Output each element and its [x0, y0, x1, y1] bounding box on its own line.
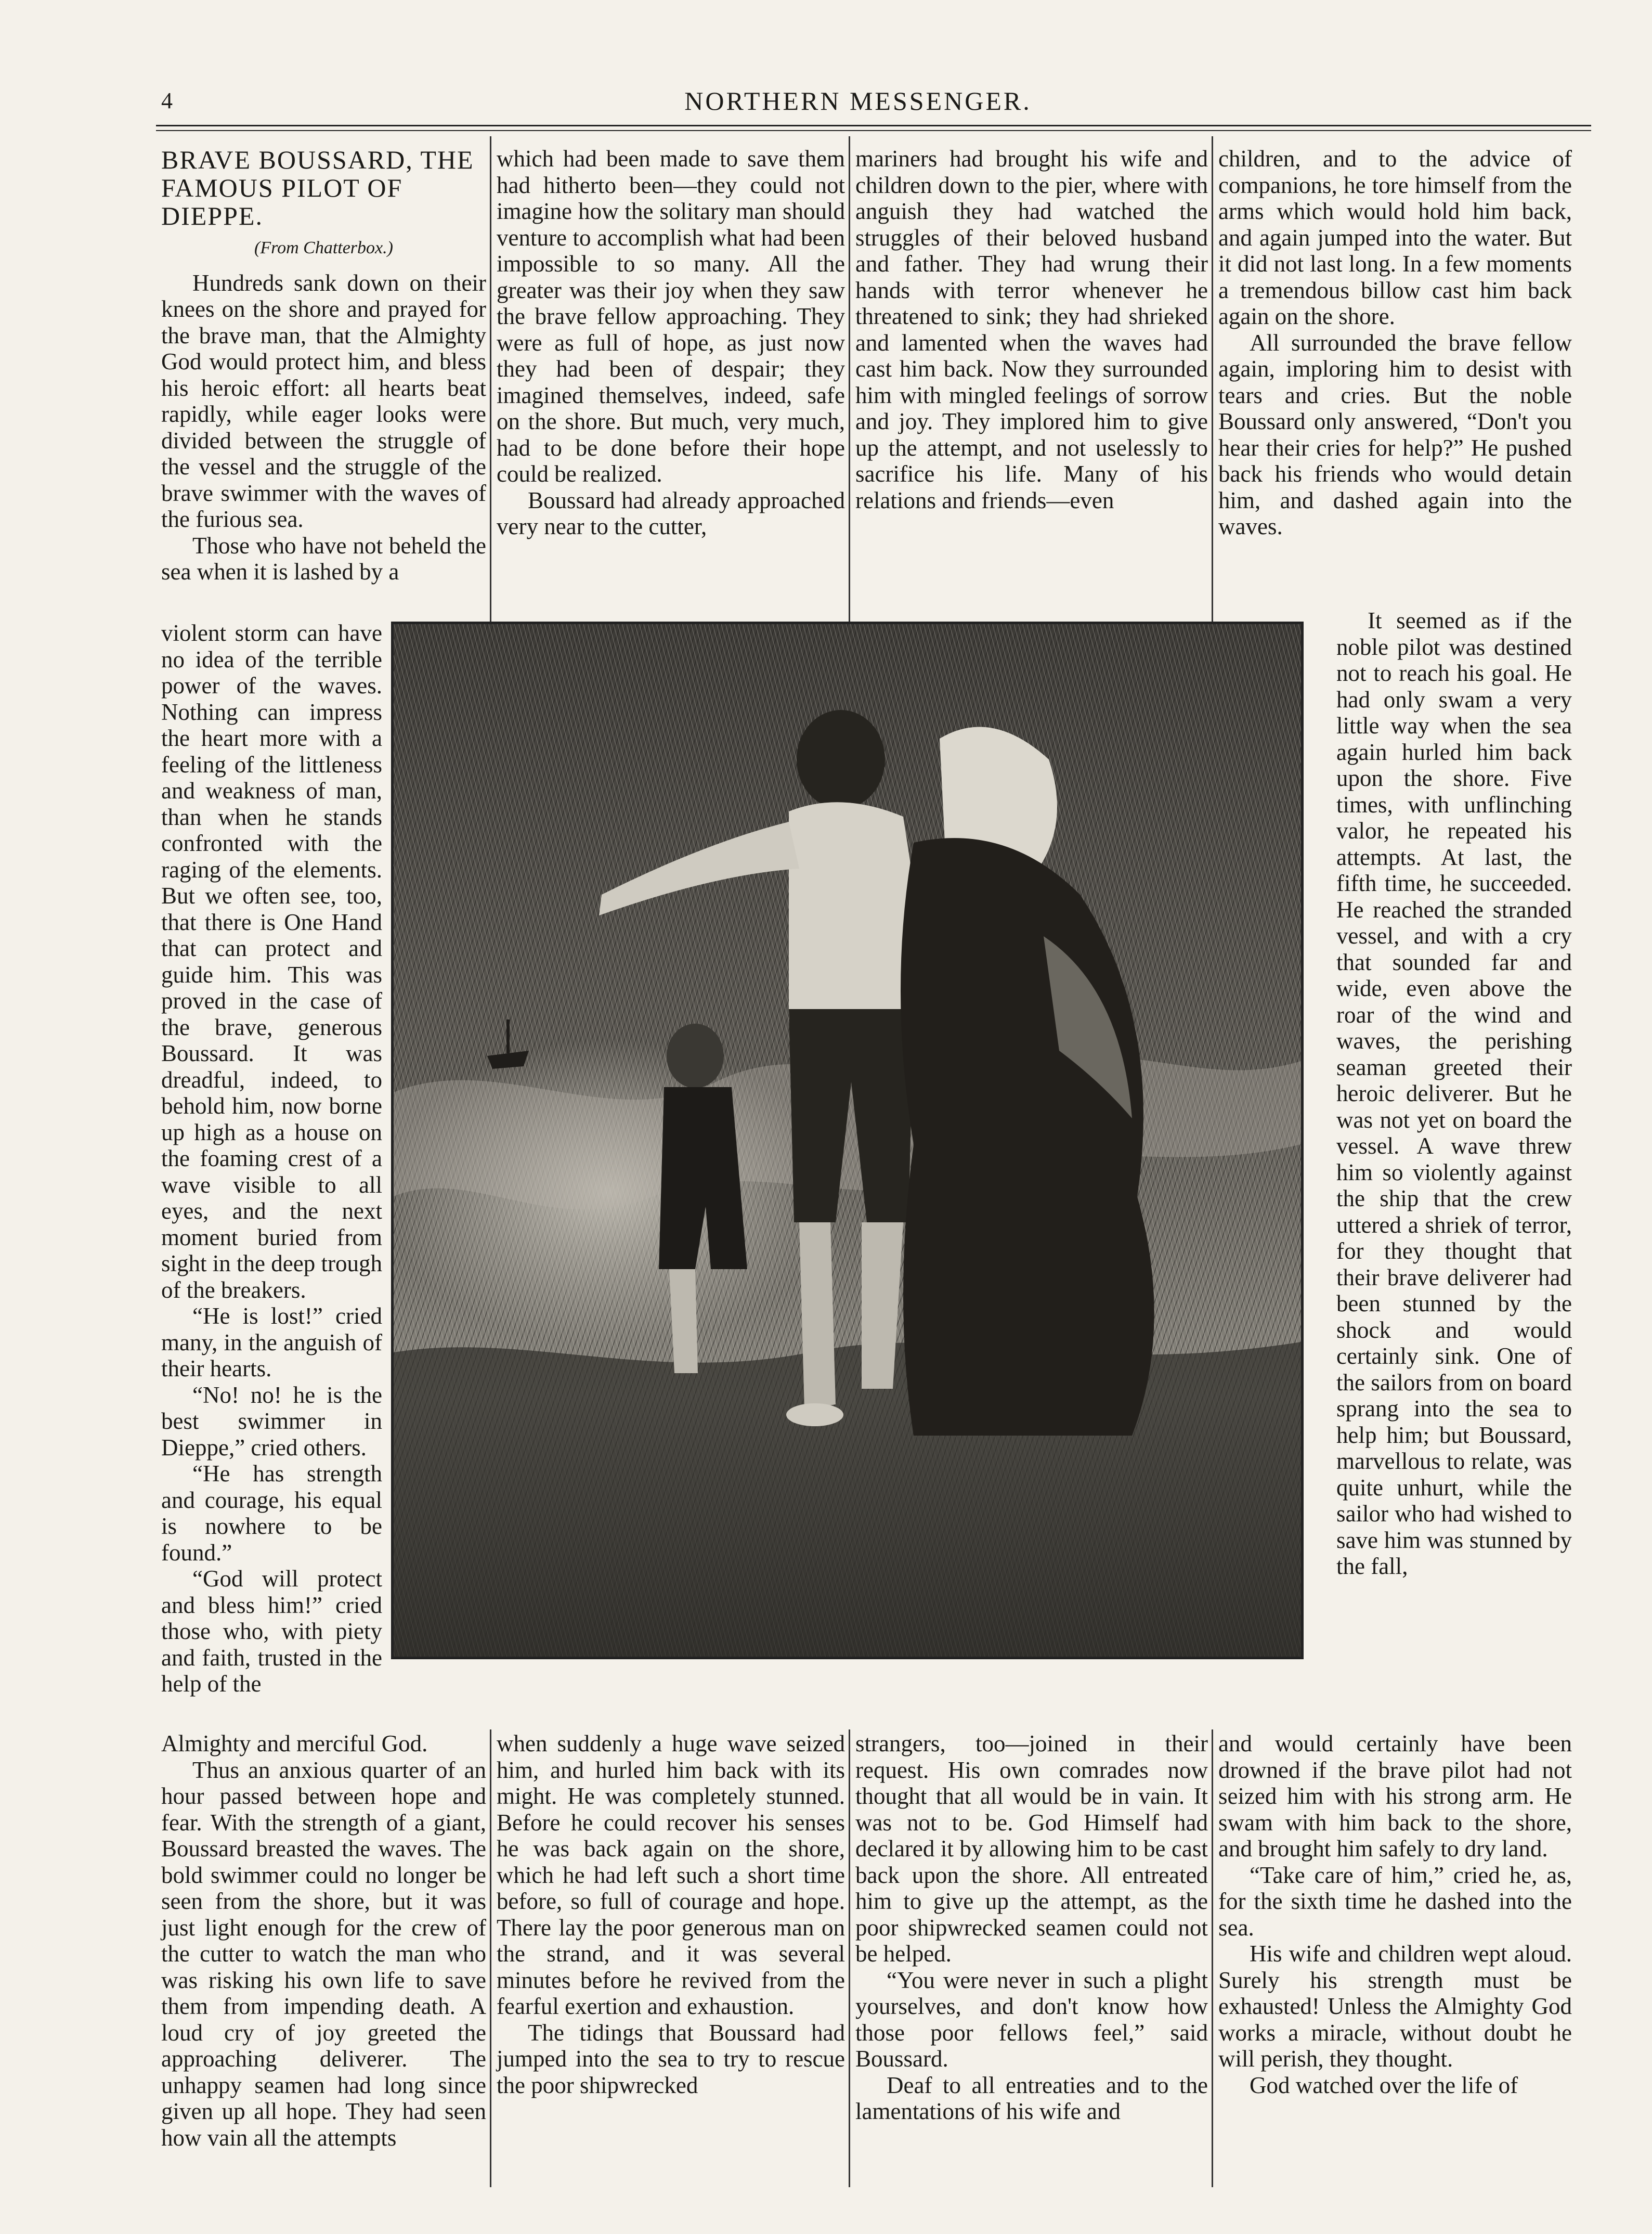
article-source: (From Chatterbox.): [254, 238, 393, 257]
paragraph: mariners had brought his wife and children down to the pier, where with anguish they had watched the struggles of their beloved husband and father. They had wrung their hands with terror whenever he threatened to sink; they had shrieked and lamented when the waves had cast him back. Now they surrounded him with mingled feelings of sorrow and joy. They implored him to give up the attempt, and not uselessly to sacrifice his life. Many of his relations and friends—even: [855, 146, 1208, 513]
column-separator: [1212, 136, 1213, 623]
page-number: 4: [161, 88, 173, 113]
header-rule-thin: [156, 130, 1591, 131]
paragraph: All surrounded the brave fellow again, imploring him to desist with tears and cries. But the noble Boussard only answered, “Don't you hear their cries for help?” He pushed back his friends who would detain him, and dashed again into the waves.: [1218, 329, 1572, 539]
column-separator: [490, 1729, 491, 2187]
masthead: NORTHERN MESSENGER.: [684, 86, 1032, 115]
column-2-top: [497, 146, 845, 540]
column-separator: [1212, 1729, 1213, 2187]
column-4-top: [1218, 146, 1572, 540]
paragraph: Boussard had already approached very near to the cutter,: [497, 487, 845, 539]
paragraph: children, and to the advice of companions, he tore himself from the arms which would hold him back, and again jumped into the water. But it did not last long. In a few moments a tremendous billow cast him back again on the shore.: [1218, 146, 1572, 329]
paragraph: Deaf to all entreaties and to the lamentations of his wife and: [855, 2072, 1208, 2124]
column-4-bottom: [1218, 1731, 1572, 2098]
paragraph: Almighty and merciful God.: [161, 1731, 428, 1757]
paragraph: “You were never in such a plight yourselves, and don't know how those poor fellows feel,” said Boussard.: [855, 1967, 1208, 2072]
column-2-bottom: [497, 1731, 845, 2098]
paragraph: The tidings that Boussard had jumped into the sea to try to rescue the poor shipwrecked: [497, 2019, 845, 2098]
column-3-top: [855, 146, 1208, 513]
paragraph: It seemed as if the noble pilot was destined not to reach his goal. He had only swam a very little way when the sea again hurled him back upon the shore. Five times, with unflinching valor, he repeated his attempts. At last, the fifth time, he succeeded. He reached the stranded vessel, and with a cry that sounded far and wide, even above the roar of the wind and waves, the perishing seaman greeted their heroic deliverer. But he was not yet on board the vessel. A wave threw him so violently against the ship that the crew uttered a shriek of terror, for they thought that their brave deliverer had been stunned by the shock and would certainly sink. One of the sailors from on board sprang into the sea to help him; but Boussard, marvellous to relate, was quite unhurt, while the sailor who had wished to save him was stunned by the fall,: [1336, 608, 1572, 1579]
header-rule: [156, 125, 1591, 126]
column-separator: [849, 1729, 850, 2187]
paragraph: which had been made to save them had hitherto been—they could not imagine how the solitary man should venture to accomplish what had been impossible to so many. All the greater was their joy when they saw the brave fellow approaching. They were as full of hope, as just now they had been of despair; they imagined themselves, indeed, safe on the shore. But much, very much, had to be done before their hope could be realized.: [497, 146, 845, 487]
column-separator: [849, 136, 850, 623]
paragraph: Those who have not beheld the sea when it is lashed by a: [161, 532, 486, 585]
paragraph: “No! no! he is the best swimmer in Dieppe,” cried others.: [161, 1381, 382, 1461]
engraving-drawing: [394, 624, 1301, 1657]
paragraph: when suddenly a huge wave seized him, and hurled him back with its might. He was completely stunned. Before he could recover his senses he was back again on the shore, which he had left such a short time before, so full of courage and hope. There lay the poor generous man on the strand, and it was several minutes before he revived from the fearful exertion and exhaustion.: [497, 1731, 845, 2019]
paragraph: “God will protect and bless him!” cried those who, with piety and faith, trusted in the help of the: [161, 1566, 382, 1697]
article-title: BRAVE BOUSSARD, THE FAMOUS PILOT OF DIEPPE.: [161, 145, 474, 230]
paragraph: and would certainly have been drowned if the brave pilot had not seized him with his strong arm. He swam with him back to the shore, and brought him safely to dry land.: [1218, 1731, 1572, 1862]
paragraph: violent storm can have no idea of the terrible power of the waves. Nothing can impress the heart more with a feeling of the littleness and weakness of man, than when he stands confronted with the raging of the elements. But we often see, too, that there is One Hand that can protect and guide him. This was proved in the case of the brave, generous Boussard. It was dreadful, indeed, to behold him, now borne up high as a house on the foaming crest of a wave visible to all eyes, and the next moment buried from sight in the deep trough of the breakers.: [161, 620, 382, 1303]
paragraph: Thus an anxious quarter of an hour passed between hope and fear. With the strength of a giant, Boussard breasted the waves. The bold swimmer could no longer be seen from the shore, but it was just light enough for the crew of the cutter to watch the man who was risking his own life to save them from impending death. A loud cry of joy greeted the approaching deliverer. The unhappy seamen had long since given up all hope. They had seen how vain all the attempts: [161, 1757, 486, 2151]
column-3-bottom: [855, 1731, 1208, 2125]
column-separator: [490, 136, 491, 623]
paragraph: God watched over the life of: [1250, 2072, 1518, 2098]
engraving-illustration: [391, 622, 1304, 1659]
paragraph: Hundreds sank down on their knees on the shore and prayed for the brave man, that the Almighty God would protect him, and bless his heroic effort: all hearts beat rapidly, while eager looks were divided between the struggle of the vessel and the struggle of the brave swimmer with the waves of the furious sea.: [161, 269, 486, 532]
paragraph: “He has strength and courage, his equal is nowhere to be found.”: [161, 1461, 382, 1566]
paragraph: “He is lost!” cried many, in the anguish of their hearts.: [161, 1303, 382, 1381]
paragraph: strangers, too—joined in their request. His own comrades now thought that all would be in vain. It was not to be. God Himself had declared it by allowing him to be cast back upon the shore. All entreated him to give up the attempt, as the poor shipwrecked seamen could not be helped.: [855, 1731, 1208, 1967]
paragraph: “Take care of him,” cried he, as, for the sixth time he dashed into the sea.: [1218, 1862, 1572, 1941]
column-4-wrap: [1336, 608, 1572, 1580]
column-1-top: [161, 146, 486, 585]
column-1-wrap: [161, 620, 382, 1697]
column-1-bottom: [161, 1731, 486, 2151]
paragraph: His wife and children wept aloud. Surely his strength must be exhausted! Unless the Almighty God works a miracle, without doubt he will perish, they thought.: [1218, 1941, 1572, 2072]
